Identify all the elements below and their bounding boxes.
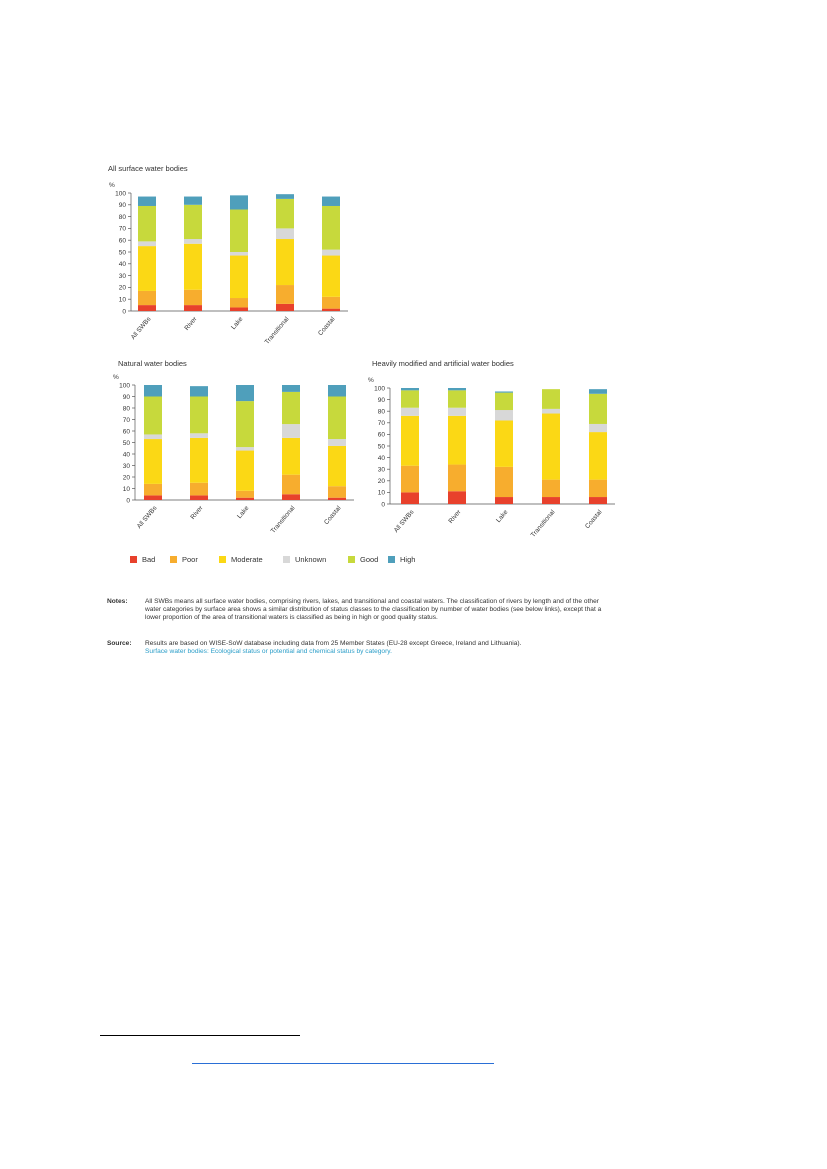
bar-segment-poor: [282, 475, 300, 495]
bar-segment-unknown: [138, 241, 156, 246]
y-tick-label: 10: [118, 296, 126, 304]
bar-segment-unknown: [322, 250, 340, 256]
x-tick-label: Coastal: [316, 315, 337, 338]
y-tick-label: 70: [122, 416, 130, 424]
bar-segment-good: [542, 389, 560, 409]
y-tick-label: 10: [122, 485, 130, 493]
bar-segment-unknown: [542, 409, 560, 414]
bar-segment-poor: [322, 297, 340, 309]
bar-segment-good: [276, 199, 294, 229]
bar-segment-poor: [276, 285, 294, 304]
bar-segment-good: [282, 392, 300, 424]
bar-segment-bad: [282, 494, 300, 500]
bar-segment-bad: [589, 497, 607, 504]
chart-heavily-modified-water-bodies: [360, 371, 610, 545]
legend: [130, 553, 430, 565]
bar-segment-moderate: [144, 439, 162, 484]
source-text: Results are based on WISE-SoW database including data from 25 Member States (EU-28 except Greece, Ireland and Lithuania).: [145, 640, 522, 647]
bar-segment-good: [138, 206, 156, 241]
chart-title-hmwb: Heavily modified and artificial water bodies: [372, 359, 514, 368]
bar-segment-moderate: [184, 244, 202, 290]
x-tick-label: Transitional: [263, 315, 291, 346]
notes-label: Notes:: [107, 598, 128, 605]
bar-segment-bad: [542, 497, 560, 504]
bar-segment-high: [322, 197, 340, 206]
legend-item-bad: [130, 553, 155, 565]
x-tick-label: River: [189, 504, 205, 521]
bar-segment-bad: [328, 498, 346, 500]
bar-segment-good: [230, 210, 248, 252]
bar-segment-high: [495, 391, 513, 392]
y-tick-label: 90: [122, 393, 130, 401]
y-tick-label: 80: [118, 213, 126, 221]
y-tick-label: 0: [122, 308, 126, 316]
bar-segment-bad: [236, 498, 254, 500]
legend-item-moderate: [219, 553, 263, 565]
bar-segment-high: [276, 194, 294, 199]
bar-segment-good: [184, 205, 202, 239]
bar-segment-poor: [230, 298, 248, 307]
x-tick-label: All SWBs: [392, 508, 416, 535]
chart-natural-water-bodies: [108, 369, 348, 535]
y-tick-label: 50: [377, 443, 385, 451]
bar-segment-high: [190, 386, 208, 396]
bar-segment-unknown: [190, 433, 208, 438]
bar-segment-moderate: [542, 414, 560, 480]
bar-segment-high: [401, 388, 419, 390]
legend-swatch: [388, 556, 395, 563]
x-tick-label: Transitional: [269, 504, 297, 535]
y-tick-label: 60: [377, 431, 385, 439]
bar-segment-unknown: [236, 447, 254, 450]
y-tick-label: 90: [377, 396, 385, 404]
bar-segment-bad: [276, 304, 294, 311]
bar-segment-bad: [401, 492, 419, 504]
bar-segment-moderate: [138, 246, 156, 291]
y-tick-label: 20: [377, 478, 385, 486]
bar-segment-moderate: [236, 451, 254, 491]
bar-segment-poor: [328, 486, 346, 498]
bar-segment-poor: [190, 483, 208, 496]
bar-segment-unknown: [276, 228, 294, 239]
legend-swatch: [170, 556, 177, 563]
y-tick-label: 30: [118, 272, 126, 280]
y-tick-label: 80: [122, 405, 130, 413]
x-tick-label: All SWBs: [135, 504, 159, 531]
legend-label: High: [400, 554, 416, 564]
bar-segment-unknown: [144, 434, 162, 439]
bar-segment-bad: [190, 495, 208, 500]
y-tick-label: 20: [118, 284, 126, 292]
y-tick-label: 10: [377, 489, 385, 497]
bar-segment-poor: [184, 290, 202, 305]
source-text-wrap: [145, 640, 605, 656]
y-tick-label: 90: [118, 202, 126, 210]
bar-segment-high: [448, 388, 466, 390]
bar-segment-moderate: [495, 420, 513, 466]
legend-label: Poor: [182, 554, 198, 564]
chart-title-all: All surface water bodies: [108, 164, 188, 173]
y-tick-label: 100: [374, 385, 385, 393]
bar-segment-bad: [230, 307, 248, 311]
bar-segment-poor: [138, 291, 156, 305]
x-tick-label: Coastal: [583, 508, 604, 531]
y-unit-label: %: [109, 182, 115, 189]
bar-segment-high: [328, 385, 346, 397]
x-tick-label: River: [447, 508, 463, 525]
bar-segment-poor: [236, 491, 254, 498]
legend-label: Bad: [142, 554, 156, 564]
legend-swatch: [219, 556, 226, 563]
bar-segment-poor: [495, 467, 513, 497]
bar-segment-poor: [589, 480, 607, 497]
y-tick-label: 60: [122, 428, 130, 436]
legend-item-good: [348, 553, 378, 565]
bar-segment-high: [230, 195, 248, 209]
bar-segment-poor: [401, 466, 419, 493]
y-tick-label: 0: [126, 497, 130, 505]
y-tick-label: 60: [118, 237, 126, 245]
bar-segment-good: [322, 206, 340, 250]
bar-segment-high: [138, 197, 156, 206]
bar-segment-moderate: [282, 438, 300, 475]
bar-segment-good: [328, 397, 346, 440]
bar-segment-moderate: [589, 432, 607, 480]
x-tick-label: Lake: [230, 315, 245, 332]
notes-text: All SWBs means all surface water bodies, comprising rivers, lakes, and transitional and coastal waters. The classification of rivers by length and of the other water categories by surface area shows a similar distribution of status classes to the classification by number of water bodies (see below links), except that a lower proportion of the area of transitional waters is classified as being in high or good quality status.: [145, 598, 602, 621]
bar-segment-good: [589, 394, 607, 424]
bar-segment-moderate: [322, 256, 340, 297]
legend-item-high: [388, 553, 415, 565]
x-tick-label: River: [183, 315, 199, 332]
bar-segment-bad: [138, 305, 156, 311]
bar-segment-unknown: [282, 424, 300, 438]
legend-item-poor: [170, 553, 198, 565]
bar-segment-unknown: [184, 239, 202, 244]
y-tick-label: 40: [377, 454, 385, 462]
bar-segment-moderate: [190, 438, 208, 483]
y-tick-label: 80: [377, 408, 385, 416]
bar-segment-moderate: [276, 239, 294, 285]
bar-segment-poor: [448, 465, 466, 492]
bar-segment-high: [282, 385, 300, 392]
source-link[interactable]: Surface water bodies: Ecological status or potential and chemical status by category.: [145, 648, 392, 655]
legend-label: Unknown: [295, 554, 327, 564]
source-label: Source:: [107, 640, 132, 647]
bar-segment-unknown: [495, 410, 513, 420]
bar-segment-high: [236, 385, 254, 401]
source: [107, 640, 627, 658]
bar-segment-high: [589, 389, 607, 394]
bar-segment-poor: [144, 484, 162, 496]
footnote-link-underline[interactable]: [192, 1063, 494, 1064]
legend-swatch: [348, 556, 355, 563]
x-tick-label: All SWBs: [129, 315, 153, 342]
bar-segment-good: [236, 401, 254, 447]
bar-segment-bad: [448, 491, 466, 504]
y-tick-label: 50: [118, 249, 126, 257]
legend-label: Moderate: [231, 554, 263, 564]
y-tick-label: 0: [381, 501, 385, 509]
bar-segment-unknown: [401, 408, 419, 416]
bar-segment-moderate: [328, 446, 346, 486]
y-tick-label: 70: [377, 420, 385, 428]
bar-segment-high: [184, 197, 202, 205]
y-unit-label: %: [113, 374, 119, 381]
bar-segment-moderate: [448, 416, 466, 465]
y-tick-label: 40: [122, 451, 130, 459]
bar-segment-poor: [542, 480, 560, 497]
y-unit-label: %: [368, 377, 374, 384]
legend-swatch: [283, 556, 290, 563]
y-tick-label: 30: [122, 462, 130, 470]
y-tick-label: 100: [119, 382, 130, 390]
x-tick-label: Transitional: [529, 508, 557, 539]
bar-segment-good: [401, 390, 419, 407]
bar-segment-bad: [322, 309, 340, 311]
notes: [107, 598, 627, 634]
legend-label: Good: [360, 554, 379, 564]
y-tick-label: 70: [118, 225, 126, 233]
x-tick-label: Lake: [495, 508, 510, 525]
bar-segment-unknown: [448, 408, 466, 416]
y-tick-label: 20: [122, 474, 130, 482]
y-tick-label: 100: [115, 190, 126, 198]
bar-segment-moderate: [230, 256, 248, 298]
footnote-separator: [100, 1035, 300, 1036]
bar-segment-unknown: [589, 424, 607, 432]
bar-segment-good: [144, 397, 162, 435]
legend-item-unknown: [283, 553, 326, 565]
x-tick-label: Lake: [236, 504, 251, 521]
bar-segment-good: [190, 397, 208, 434]
bar-segment-bad: [144, 495, 162, 500]
chart-all-surface-water-bodies: [108, 175, 348, 346]
bar-segment-high: [144, 385, 162, 397]
bar-segment-moderate: [401, 416, 419, 466]
bar-segment-good: [448, 390, 466, 407]
y-tick-label: 30: [377, 466, 385, 474]
chart-title-natural: Natural water bodies: [118, 359, 187, 368]
bar-segment-bad: [184, 305, 202, 311]
bar-segment-good: [495, 393, 513, 410]
y-tick-label: 40: [118, 261, 126, 269]
bar-segment-unknown: [328, 439, 346, 446]
bar-segment-bad: [495, 497, 513, 504]
bar-segment-unknown: [230, 252, 248, 256]
legend-swatch: [130, 556, 137, 563]
x-tick-label: Coastal: [322, 504, 343, 527]
y-tick-label: 50: [122, 439, 130, 447]
